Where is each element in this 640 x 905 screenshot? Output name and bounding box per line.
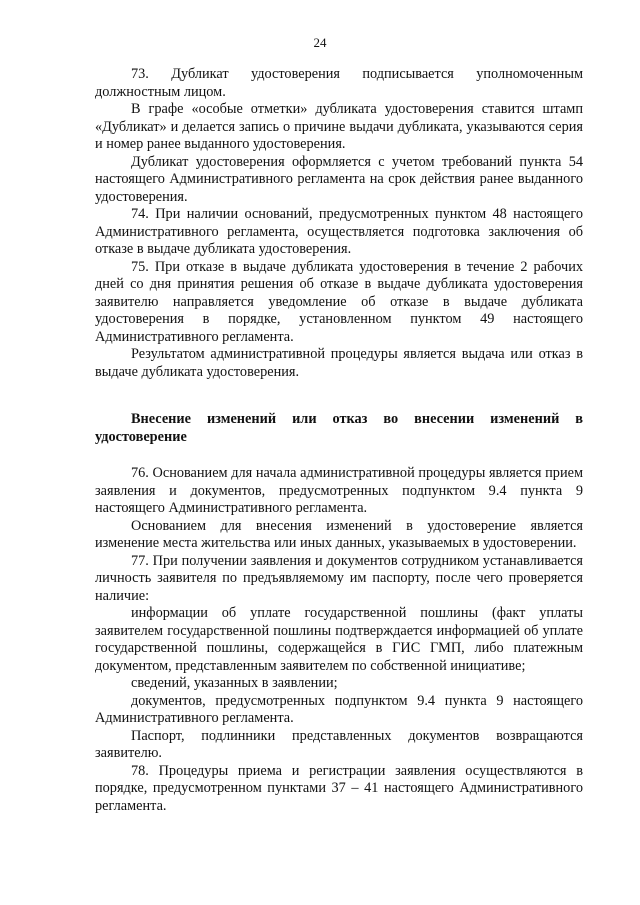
paragraph-fee-information: информации об уплате государственной пошлины (факт уплаты заявителем государственной пошлины подтверждается информацией об уплате государственной пошлины, содержащейся в ГИС ГМП, либо платежным документом, представленным заявителем по собственной инициативе; [95,605,583,674]
document-body [95,66,583,815]
paragraph-73: 73. Дубликат удостоверения подписывается уполномоченным должностным лицом. [95,66,583,100]
paragraph-special-marks: В графе «особые отметки» дубликата удостоверения ставится штамп «Дубликат» и делается запись о причине выдачи дубликата, указываются серия и номер ранее выданного удостоверения. [95,101,583,152]
section-spacer [95,381,583,411]
paragraph-77: 77. При получении заявления и документов сотрудником устанавливается личность заявителя по предъявляемому им паспорту, после чего проверяется наличие: [95,552,583,604]
paragraph-documents: документов, предусмотренных подпунктом 9.4 пункта 9 настоящего Административного регламента. [95,692,583,726]
paragraph-grounds-for-changes: Основанием для внесения изменений в удостоверение является изменение места жительства или иных данных, указываемых в удостоверении. [95,517,583,551]
paragraph-application-details: сведений, указанных в заявлении; [131,675,338,691]
heading-spacer [95,446,583,465]
paragraph-duplicate-formatting: Дубликат удостоверения оформляется с учетом требований пункта 54 настоящего Административного регламента на срок действия ранее выданного удостоверения. [95,153,583,205]
paragraph-78: 78. Процедуры приема и регистрации заявления осуществляются в порядке, предусмотренном пунктами 37 – 41 настоящего Административного регламента. [95,762,583,814]
section-heading: Внесение изменений или отказ во внесении изменений в удостоверение [95,411,583,445]
paragraph-74: 74. При наличии оснований, предусмотренных пунктом 48 настоящего Административного регламента, осуществляется подготовка заключения об отказе в выдаче дубликата удостоверения. [95,206,583,257]
paragraph-76: 76. Основанием для начала административной процедуры является прием заявления и документов, предусмотренных подпунктом 9.4 пункта 9 настоящего Административного регламента. [95,465,583,516]
page-number: 24 [313,35,327,50]
paragraph-passport-return: Паспорт, подлинники представленных документов возвращаются заявителю. [95,727,583,761]
paragraph-result-duplicate: Результатом административной процедуры является выдача или отказ в выдаче дубликата удостоверения. [95,346,583,380]
paragraph-75: 75. При отказе в выдаче дубликата удостоверения в течение 2 рабочих дней со дня принятия решения об отказе в выдаче дубликата удостоверения заявителю направляется уведомление об отказе в выдаче дубликата удостоверения в порядке, установленном пунктом 49 настоящего Административного регламента. [95,258,583,345]
